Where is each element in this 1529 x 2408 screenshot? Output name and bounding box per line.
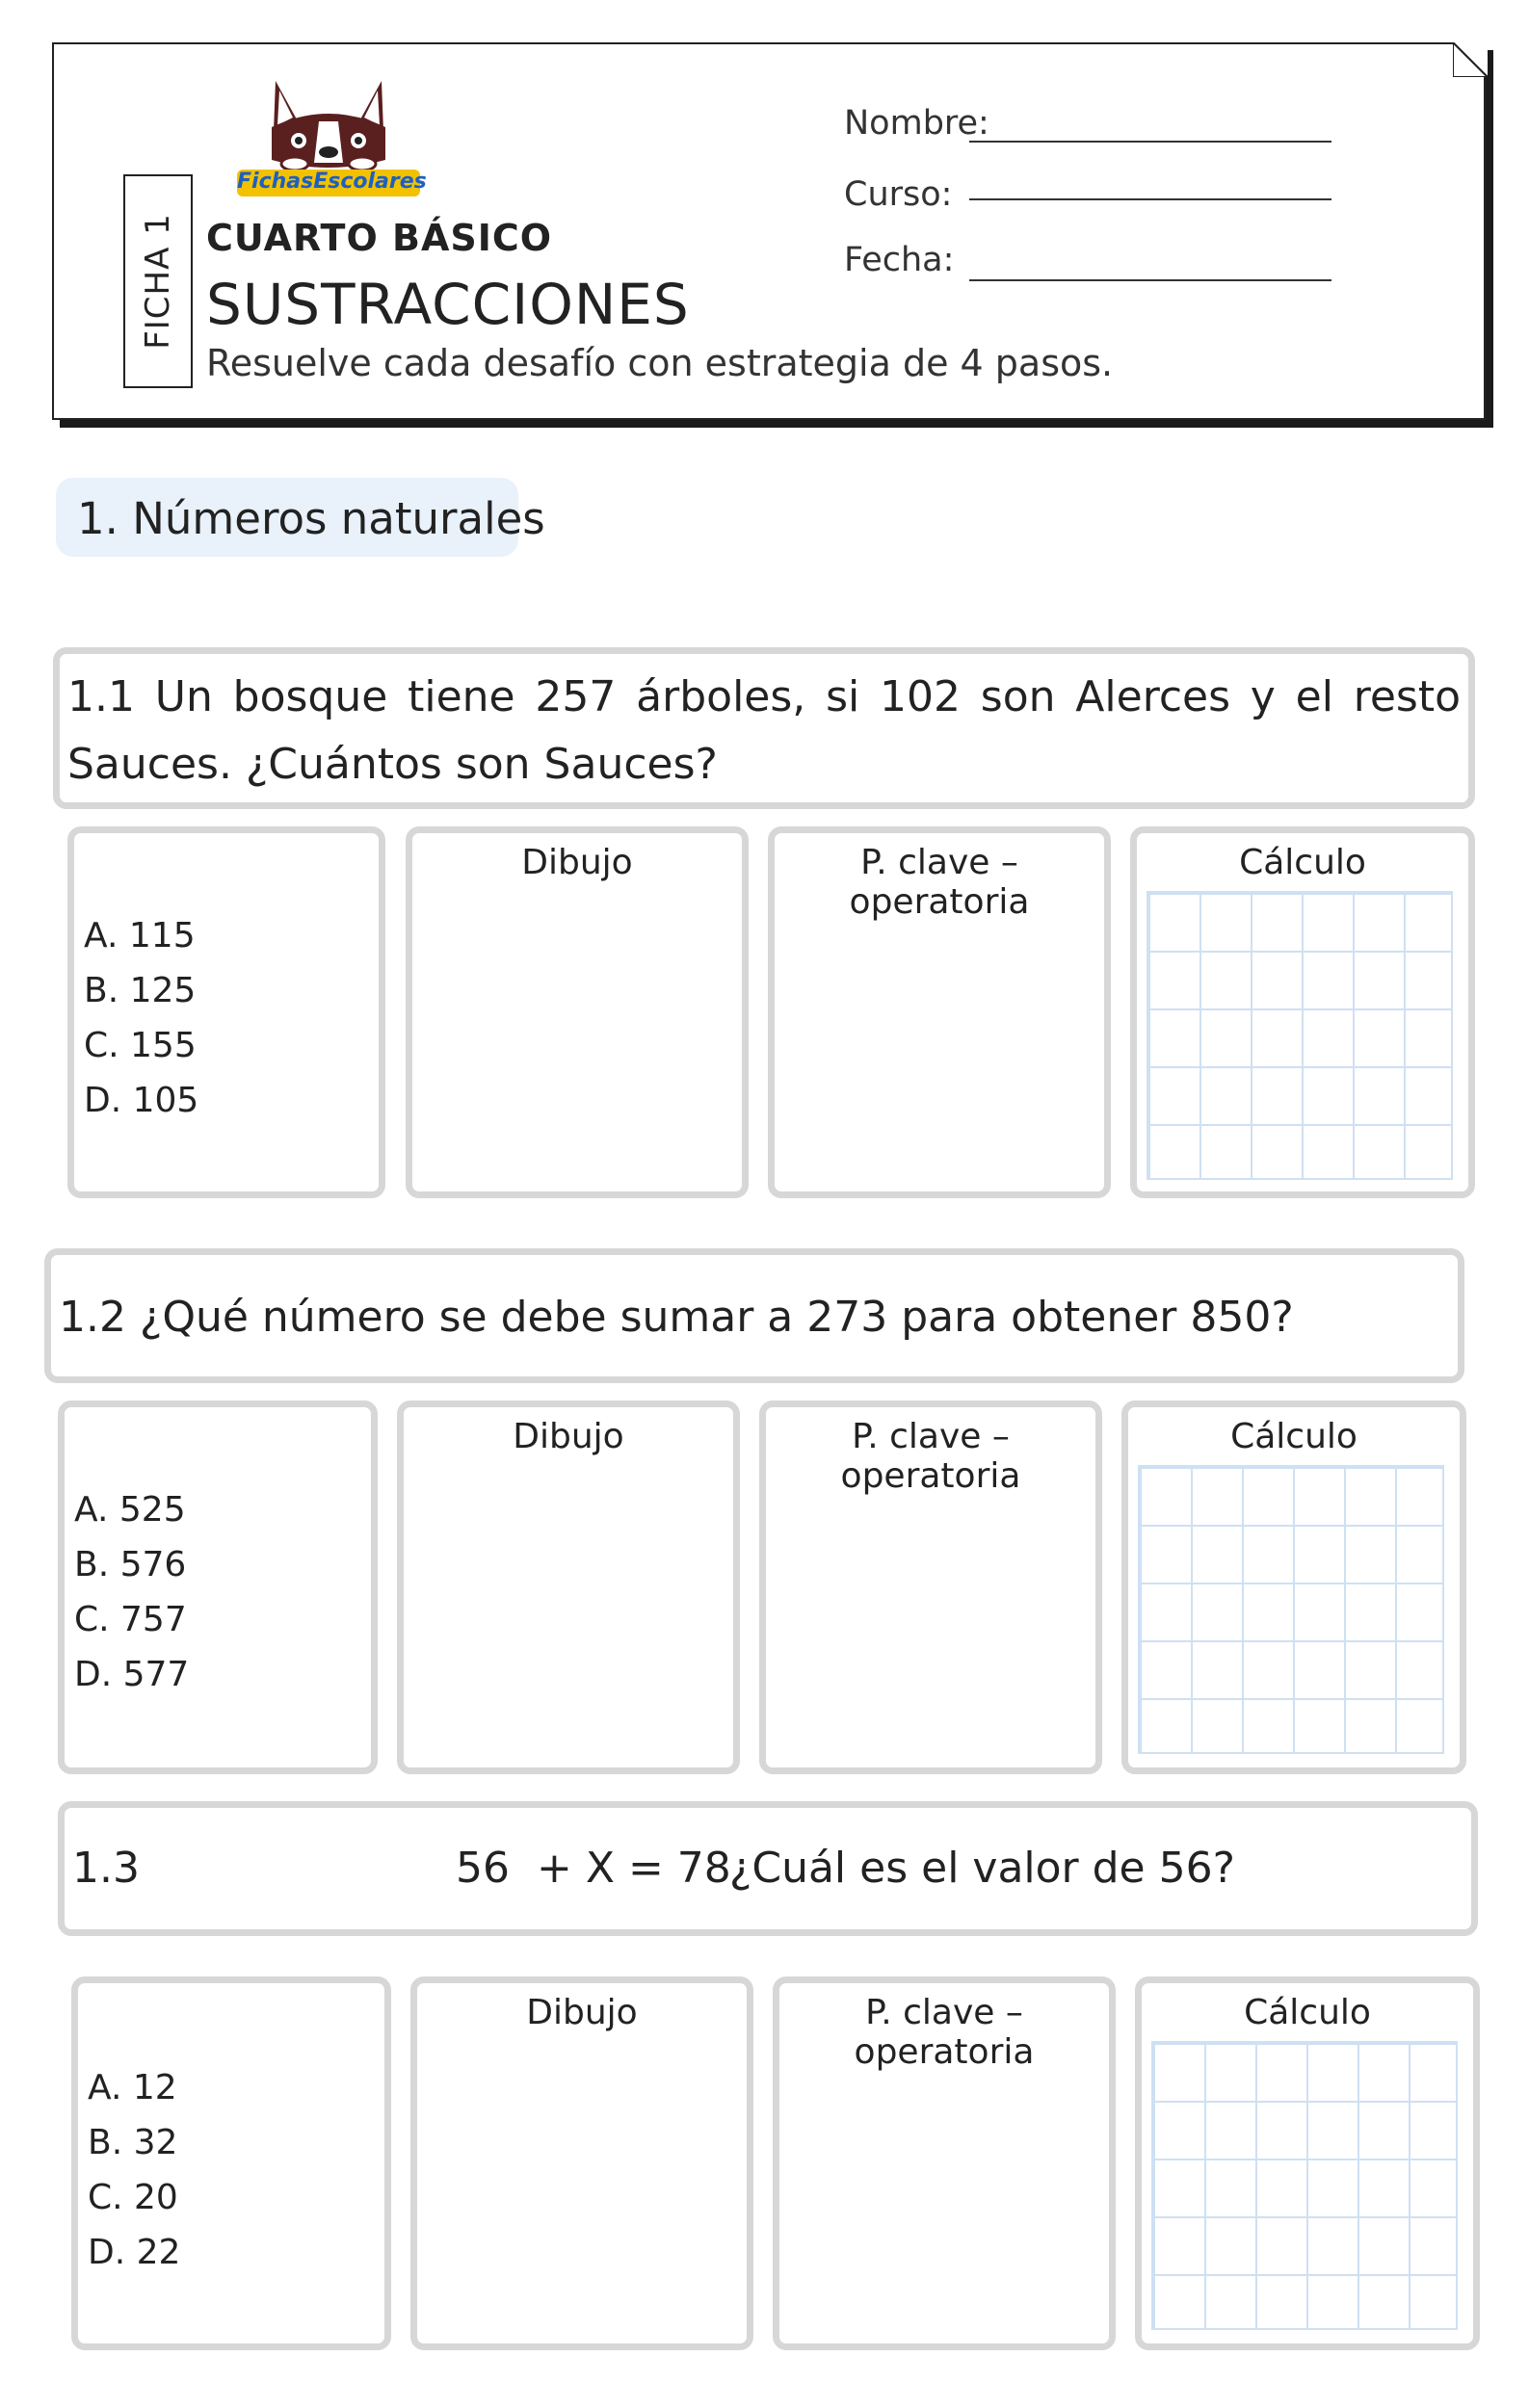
question-box-1-3 bbox=[58, 1801, 1478, 1936]
question-number-1-3: 1.3 bbox=[72, 1844, 140, 1893]
name-label: Nombre: bbox=[844, 104, 989, 143]
option-b[interactable]: B. 125 bbox=[84, 971, 197, 1010]
keywords-panel-1-2[interactable] bbox=[759, 1400, 1102, 1774]
calculation-panel-title: Cálculo bbox=[1230, 1417, 1358, 1456]
question-text-1-3: ¿Cuál es el valor de 56? bbox=[729, 1844, 1235, 1893]
calculation-panel-1-1[interactable] bbox=[1130, 826, 1475, 1198]
drawing-panel-1-2[interactable] bbox=[397, 1400, 740, 1774]
grade-title: CUARTO BÁSICO bbox=[206, 217, 553, 259]
calculation-panel-1-3[interactable] bbox=[1135, 1976, 1480, 2350]
drawing-panel-title: Dibujo bbox=[513, 1417, 624, 1456]
option-c[interactable]: C. 20 bbox=[88, 2178, 178, 2217]
keywords-panel-title: P. clave – operatoria bbox=[840, 1417, 1021, 1496]
instructions-text: Resuelve cada desafío con estrategia de 4 pasos. bbox=[206, 342, 1114, 384]
drawing-panel-1-3[interactable] bbox=[410, 1976, 753, 2350]
calculation-panel-1-2[interactable] bbox=[1121, 1400, 1466, 1774]
option-b[interactable]: B. 32 bbox=[88, 2123, 178, 2162]
question-box-1-2 bbox=[44, 1248, 1464, 1383]
option-d[interactable]: D. 105 bbox=[84, 1081, 199, 1120]
options-panel-1-2 bbox=[58, 1400, 378, 1774]
option-a[interactable]: A. 115 bbox=[84, 916, 196, 955]
ficha-text: FICHA 1 bbox=[139, 213, 177, 350]
calculation-grid[interactable] bbox=[1138, 1465, 1444, 1754]
option-d[interactable]: D. 22 bbox=[88, 2233, 181, 2272]
course-field[interactable] bbox=[969, 198, 1331, 200]
option-a[interactable]: A. 12 bbox=[88, 2068, 177, 2107]
calculation-panel-title: Cálculo bbox=[1239, 843, 1366, 882]
course-label: Curso: bbox=[844, 175, 953, 214]
options-panel-1-1 bbox=[67, 826, 385, 1198]
ficha-label bbox=[123, 174, 193, 388]
section-title: 1. Números naturales bbox=[77, 493, 545, 544]
option-c[interactable]: C. 757 bbox=[74, 1600, 187, 1639]
drawing-panel-1-1[interactable] bbox=[406, 826, 749, 1198]
option-d[interactable]: D. 577 bbox=[74, 1655, 190, 1694]
page-fold-icon bbox=[1453, 42, 1488, 77]
date-field[interactable] bbox=[969, 279, 1331, 281]
keywords-panel-1-3[interactable] bbox=[773, 1976, 1116, 2350]
question-box-1-1 bbox=[53, 647, 1475, 809]
question-text-1-2: 1.2 ¿Qué número se debe sumar a 273 para obtener 850? bbox=[59, 1293, 1294, 1342]
option-b[interactable]: B. 576 bbox=[74, 1545, 187, 1584]
logo-text: FichasEscolares bbox=[237, 170, 427, 194]
calculation-grid[interactable] bbox=[1151, 2041, 1458, 2330]
option-c[interactable]: C. 155 bbox=[84, 1026, 197, 1065]
question-text-1-1: 1.1 Un bosque tiene 257 árboles, si 102 son Alerces y el resto Sauces. ¿Cuántos son Sauces? bbox=[67, 672, 1461, 789]
fichas-escolares-logo bbox=[237, 71, 427, 206]
keywords-panel-title: P. clave – operatoria bbox=[849, 843, 1030, 922]
calculation-panel-title: Cálculo bbox=[1244, 1993, 1371, 2032]
keywords-panel-title: P. clave – operatoria bbox=[854, 1993, 1035, 2072]
topic-title: SUSTRACCIONES bbox=[206, 272, 690, 337]
options-panel-1-3 bbox=[71, 1976, 391, 2350]
option-a[interactable]: A. 525 bbox=[74, 1490, 186, 1530]
name-field[interactable] bbox=[969, 141, 1331, 143]
equation-1-3: 56 + X = 78 bbox=[456, 1844, 731, 1893]
date-label: Fecha: bbox=[844, 241, 955, 279]
calculation-grid[interactable] bbox=[1147, 891, 1453, 1180]
keywords-panel-1-1[interactable] bbox=[768, 826, 1111, 1198]
drawing-panel-title: Dibujo bbox=[521, 843, 633, 882]
drawing-panel-title: Dibujo bbox=[526, 1993, 638, 2032]
